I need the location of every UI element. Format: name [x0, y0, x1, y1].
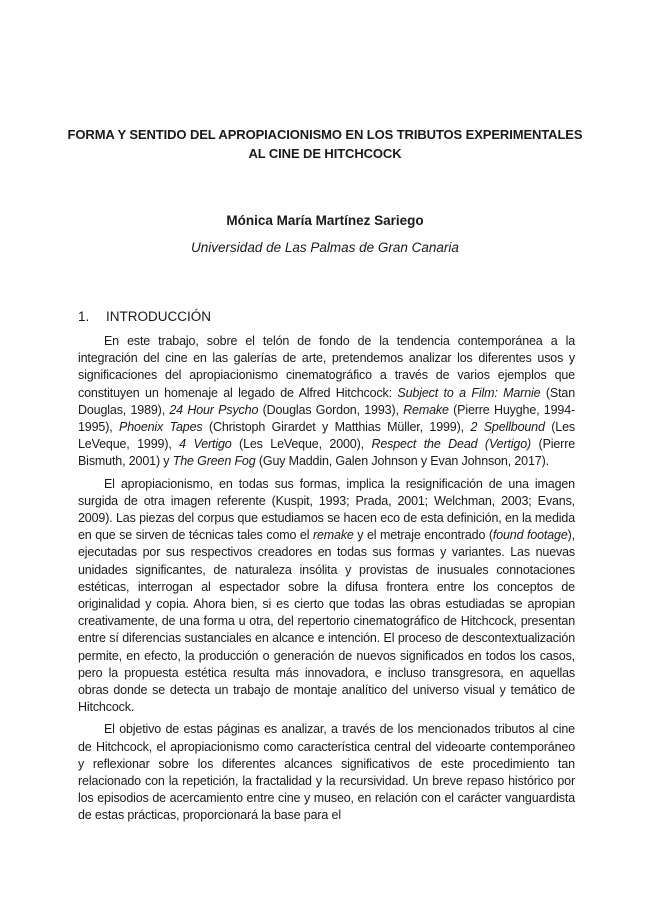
text-run: (Les LeVeque, 1999),	[78, 420, 575, 452]
text-run: El apropiacionismo, en todas sus formas, implica la resignificación de una imagen surgida de otra imagen referente (Kuspit, 1993; Prada, 2001; Welchman, 2003; Evans, 2009). Las piezas del corpus que estudiamos se hacen eco de esta definición, en la medida en que se sirven de técnicas tales como el	[78, 476, 575, 543]
text-run: (Douglas Gordon, 1993),	[258, 402, 404, 417]
work-title: The Green Fog	[172, 454, 256, 469]
text-run: y el metraje encontrado (	[353, 528, 493, 543]
term: found footage	[492, 528, 568, 543]
section-heading	[78, 309, 211, 324]
paper-title	[60, 125, 590, 163]
work-title: Phoenix Tapes	[119, 420, 203, 435]
text-run: (Pierre Huyghe, 1994-1995),	[78, 402, 576, 435]
text-run: (Les LeVeque, 2000),	[231, 437, 372, 452]
text-run: (Guy Maddin, Galen Johnson y Evan Johnson, 2017).	[255, 454, 549, 469]
paper-title-line-2: AL CINE DE HITCHCOCK	[248, 146, 402, 161]
text-run: (Pierre Bismuth, 2001) y	[78, 437, 576, 469]
paragraph-3: El objetivo de estas páginas es analizar, a través de los mencionados tributos al cine de Hitchcock, el apropiacionismo como característica central del videoarte contemporáneo y reflexionar sobre los diferentes alcances significativos de este procedimiento tan relacionado con la repetición, la fractalidad y la recursividad. Un breve repaso histórico por los episodios de acercamiento entre cine y museo, en relación con el carácter vanguardista de estas prácticas, proporcionará la base para el	[78, 722, 575, 823]
work-title: Subject to a Film: Marnie	[397, 385, 541, 400]
section-title: INTRODUCCIÓN	[106, 309, 211, 324]
text-run: (Christoph Girardet y Matthias Müller, 1999),	[202, 420, 471, 435]
work-title: 4 Vertigo	[179, 437, 232, 452]
text-run: (Stan Douglas, 1989),	[78, 385, 576, 417]
section-number: 1.	[78, 309, 90, 324]
work-title: Respect the Dead (Vertigo)	[371, 437, 532, 452]
work-title: 2 Spellbound	[470, 420, 545, 435]
text-run: En este trabajo, sobre el telón de fondo de la tendencia contemporánea a la integración del cine en las galerías de arte, pretendemos analizar los diferentes usos y significaciones del apropiacionismo cinematográfico a través de varios ejemplos que constituyen un homenaje al legado de Alfred Hitchcock:	[78, 334, 575, 400]
work-title: 24 Hour Psycho	[169, 402, 259, 417]
author-affiliation: Universidad de Las Palmas de Gran Canaria	[191, 240, 459, 255]
paragraph-2	[78, 476, 575, 717]
term: remake	[312, 528, 354, 543]
work-title: Remake	[403, 402, 449, 417]
body-text	[78, 333, 575, 830]
text-run: ), ejecutadas por sus respectivos creadores en todas sus formas y variantes. Las nuevas unidades significantes, de naturaleza insólita y provistas de inusuales connotaciones estéticas, interrogan al espectador sobre la difusa frontera entre los conceptos de originalidad y copia. Ahora bien, si es cierto que todas las obras estudiadas se apropian creativamente, de una forma u otra, del repertorio cinematográfico de Hitchcock, presentan entre sí diferencias sustanciales en alcance e intención. El proceso de descontextualización permite, en efecto, la producción o generación de nuevos significados en todos los casos, pero la propuesta estética resulta más innovadora, e incluso transgresora, en aquellas obras donde se detecta un trabajo de montaje analítico del universo visual y temático de Hitchcock.	[78, 528, 575, 715]
paragraph-1	[78, 333, 575, 471]
author-name: Mónica María Martínez Sariego	[226, 213, 424, 228]
paper-title-line-1: FORMA Y SENTIDO DEL APROPIACIONISMO EN LOS TRIBUTOS EXPERIMENTALES	[67, 127, 583, 142]
